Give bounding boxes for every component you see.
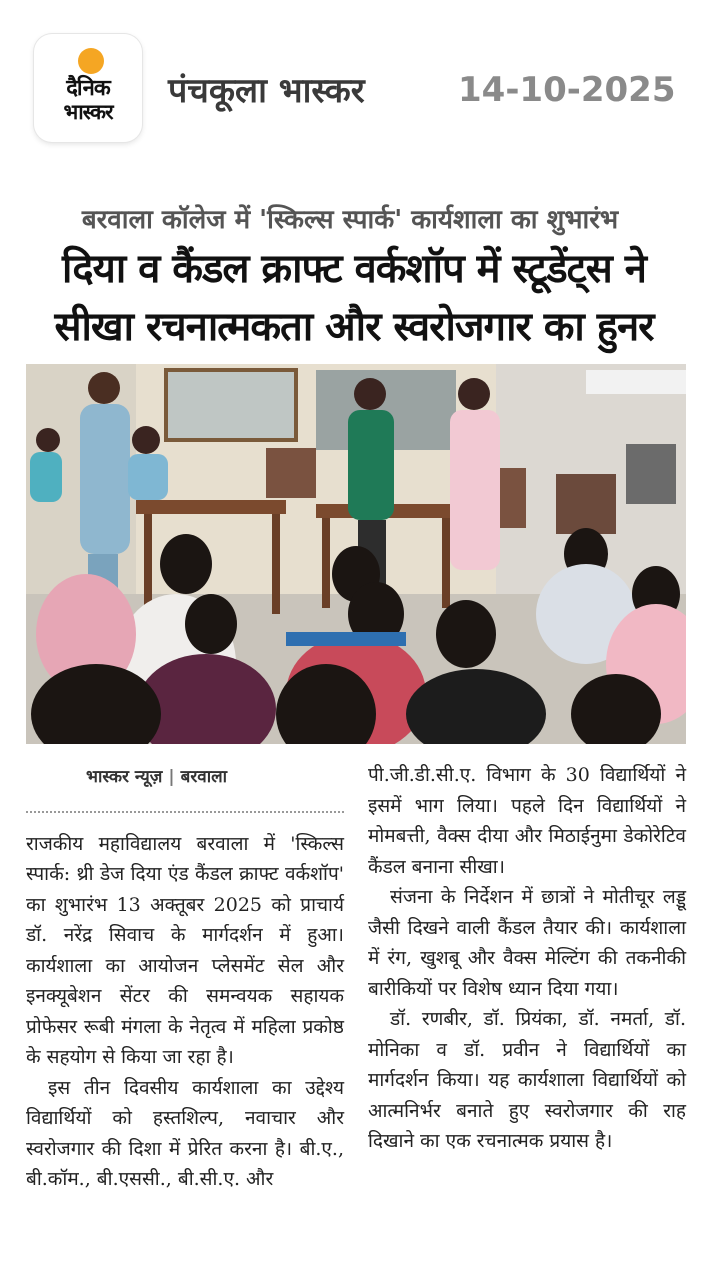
article-paragraph: डॉ. रणबीर, डॉ. प्रियंका, डॉ. नमर्ता, डॉ. मोनिका व डॉ. प्रवीन ने विद्यार्थियों का मार्गदर्शन किया। यह कार्यशाला विद्यार्थियों को आत्मनिर्भर बनाते हुए स्वरोजगार की राह दिखाने का एक रचनात्मक प्रयास है।: [368, 1008, 686, 1152]
workshop-photo-illustration: [26, 364, 686, 744]
article-paragraph: राजकीय महाविद्यालय बरवाला में 'स्किल्स स्पार्क: थ्री डेज दिया एंड कैंडल क्राफ्ट वर्कशॉप' का शुभारंभ 13 अक्तूबर 2025 को प्राचार्य डॉ. नरेंद्र सिवाच के मार्गदर्शन में हुआ। कार्यशाला का आयोजन प्लेसमेंट सेल और इनक्यूबेशन सेंटर की समन्वयक सहायक प्रोफेसर रूबी मंगला के नेतृत्व में महिला प्रकोष्ठ के सहयोग से किया जा रहा है।: [26, 832, 344, 1068]
dateline-separator: |: [168, 767, 175, 787]
logo-line1: दैनिक: [66, 76, 110, 101]
dainik-bhaskar-logo[interactable]: [34, 34, 142, 142]
article-column-left: [26, 760, 344, 1195]
article-column-right: [368, 760, 686, 1157]
headline-line1: दिया व कैंडल क्राफ्ट वर्कशॉप में स्टूडेंट्स ने: [62, 246, 646, 292]
dateline-source: भास्कर न्यूज़: [86, 767, 163, 787]
logo-line2: भास्कर: [63, 100, 113, 124]
workshop-photo: [26, 364, 686, 744]
article-headline: [24, 240, 684, 356]
article-paragraph: संजना के निर्देशन में छात्रों ने मोतीचूर लड्डू जैसी दिखने वाली कैंडल तैयार की। कार्यशाला में रंग, खुशबू और वैक्स मेल्टिंग की तकनीकी बारीकियों पर विशेष ध्यान दिया गया।: [368, 886, 686, 1000]
article-paragraph: पी.जी.डी.सी.ए. विभाग के 30 विद्यार्थियों ने इसमें भाग लिया। पहले दिन विद्यार्थियों ने मोमबत्ती, वैक्स दीया और मिठाईनुमा डेकोरेटिव कैंडल बनाना सीखा।: [368, 764, 686, 878]
headline-line2: सीखा रचनात्मकता और स्वरोजगार का हुनर: [54, 304, 654, 350]
dateline-place: बरवाला: [180, 767, 228, 787]
sun-icon: [78, 48, 104, 74]
edition-date: 14-10-2025: [458, 70, 676, 110]
page-header: [0, 0, 701, 180]
edition-title: पंचकूला भास्कर: [168, 71, 365, 111]
dateline: [26, 760, 344, 813]
article-kicker: बरवाला कॉलेज में 'स्किल्स स्पार्क' कार्यशाला का शुभारंभ: [81, 205, 619, 235]
article-paragraph: इस तीन दिवसीय कार्यशाला का उद्देश्य विद्यार्थियों को हस्तशिल्प, नवाचार और स्वरोजगार की दिशा में प्रेरित करना है। बी.ए., बी.कॉम., बी.एससी., बी.सी.ए. और: [26, 1076, 344, 1190]
